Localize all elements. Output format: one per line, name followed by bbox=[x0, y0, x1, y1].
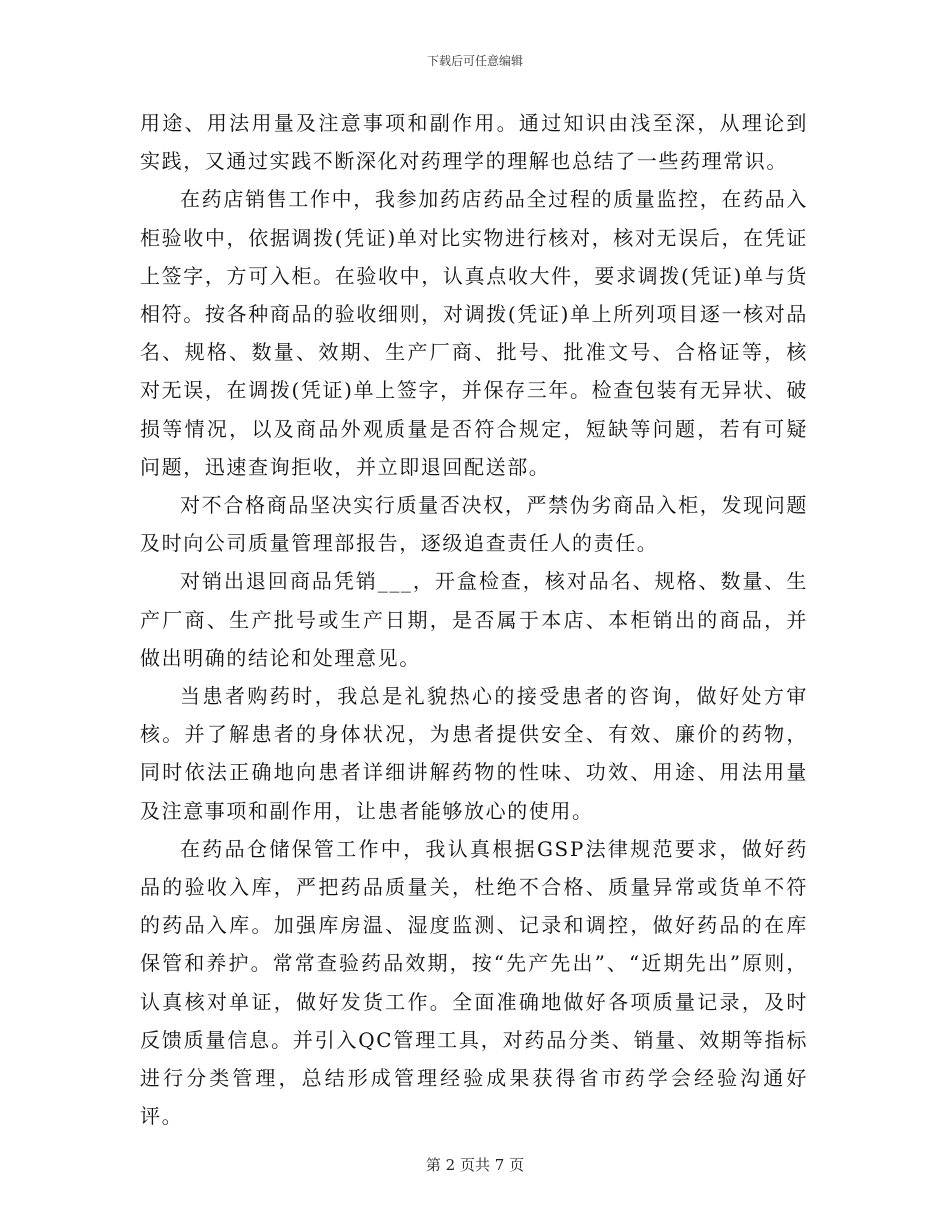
paragraph-unqualified-goods: 对不合格商品坚决实行质量否决权，严禁伪劣商品入柜，发现问题及时向公司质量管理部报告，逐级追查责任人的责任。 bbox=[140, 493, 808, 556]
paragraph-storage-management: 在药品仓储保管工作中，我认真根据GSP法律规范要求，做好药品的验收入库，严把药品质量关，杜绝不合格、质量异常或货单不符的药品入库。加强库房温、湿度监测、记录和调控，做好药品的在库保管和养护。常常查验药品效期，按“先产先出”、“近期先出”原则，认真核对单证，做好发货工作。全面准确地做好各项质量记录，及时反馈质量信息。并引入QC管理工具，对药品分类、销量、效期等指标进行分类管理，总结形成管理经验成果获得省市药学会经验沟通好评。 bbox=[140, 836, 808, 1129]
page-footer: 第 2 页共 7 页 bbox=[425, 1156, 525, 1174]
paragraph-patient-consultation: 当患者购药时，我总是礼貌热心的接受患者的咨询，做好处方审核。并了解患者的身体状况，为患者提供安全、有效、廉价的药物，同时依法正确地向患者详细讲解药物的性味、功效、用途、用法用量及注意事项和副作用，让患者能够放心的使用。 bbox=[140, 684, 808, 823]
document-body bbox=[140, 104, 808, 1135]
paragraph-continuation: 用途、用法用量及注意事项和副作用。通过知识由浅至深，从理论到实践，又通过实践不断深化对药理学的理解也总结了一些药理常识。 bbox=[140, 111, 808, 174]
paragraph-returned-goods: 对销出退回商品凭销___，开盒检查，核对品名、规格、数量、生产厂商、生产批号或生产日期，是否属于本店、本柜销出的商品，并做出明确的结论和处理意见。 bbox=[140, 569, 808, 670]
paragraph-sales-quality-control: 在药店销售工作中，我参加药店药品全过程的质量监控，在药品入柜验收中，依据调拨(凭证)单对比实物进行核对，核对无误后，在凭证上签字，方可入柜。在验收中，认真点收大件，要求调拨(凭证)单与货相符。按各种商品的验收细则，对调拨(凭证)单上所列项目逐一核对品名、规格、数量、效期、生产厂商、批号、批准文号、合格证等，核对无误，在调拨(凭证)单上签字，并保存三年。检查包装有无异状、破损等情况，以及商品外观质量是否符合规定，短缺等问题，若有可疑问题，迅速查询拒收，并立即退回配送部。 bbox=[140, 187, 808, 479]
page-header: 下载后可任意编辑 bbox=[426, 54, 523, 68]
